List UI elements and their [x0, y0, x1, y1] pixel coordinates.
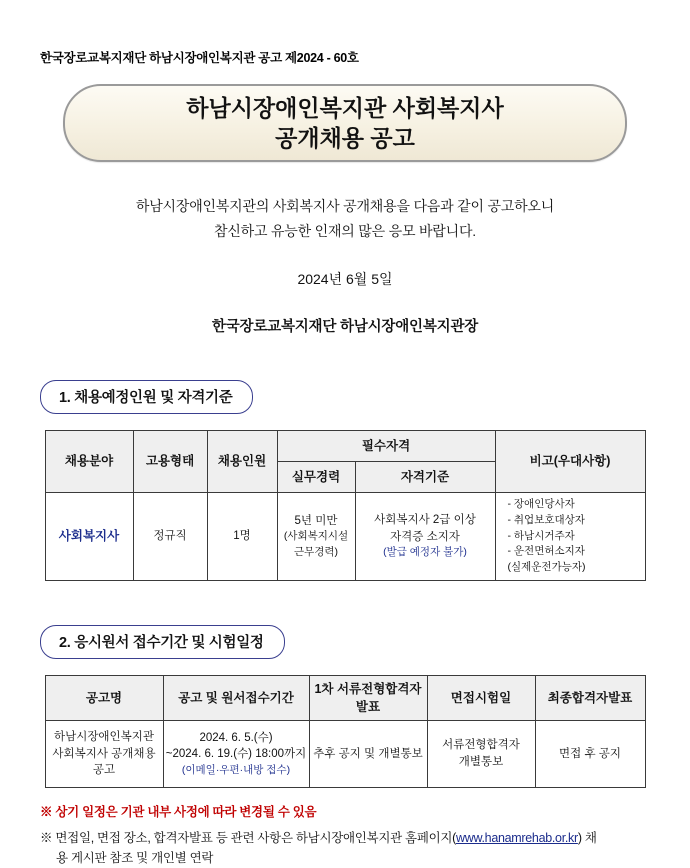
period-line-3: (이메일·우편·내방 접수) [181, 764, 291, 777]
notice-name-line-3: 공고 [92, 764, 116, 777]
cell-headcount: 1명 [207, 493, 277, 581]
issuer-name: 한국장로교복지재단 하남시장애인복지관장 [211, 319, 479, 335]
remark-item: - 하남시거주자 [507, 529, 575, 542]
note-text-1: 상기 일정은 기관 내부 사정에 따라 변경될 수 있음 [55, 805, 317, 819]
cell-first-result: 추후 공지 및 개별통보 [309, 721, 427, 788]
qualification-line-1: 사회복지사 2급 이상 [374, 514, 476, 527]
cell-qualification [355, 493, 495, 581]
cell-field: 사회복지사 [45, 493, 133, 581]
experience-line-3: 근무경력) [293, 545, 339, 558]
recruitment-table [45, 430, 646, 581]
remark-item: - 장애인당사자 [507, 498, 575, 510]
announcement-title-box [63, 84, 627, 162]
document-reference: 한국장로교복지재단 하남시장애인복지관 공고 제2024 - 60호 [40, 51, 359, 65]
period-line-1: 2024. 6. 5.(수) [199, 731, 273, 744]
header-employment-type: 고용형태 [133, 431, 207, 493]
homepage-link[interactable]: www.hanamrehab.or.kr [456, 831, 578, 845]
notice-name-line-1: 하남시장애인복지관 [54, 730, 154, 743]
header-required-group: 필수자격 [277, 431, 495, 462]
section-1-number: 1. [59, 390, 71, 406]
note-marker-2: ※ [40, 831, 53, 845]
experience-line-1: 5년 미만 [294, 514, 338, 527]
header-headcount: 채용인원 [207, 431, 277, 493]
qualification-line-2: 자격증 소지자 [390, 530, 460, 543]
header-qualification: 자격기준 [355, 462, 495, 493]
cell-experience [277, 493, 355, 581]
header-remarks: 비고(우대사항) [495, 431, 645, 493]
cell-employment-type: 정규직 [133, 493, 207, 581]
title-line-1: 하남시장애인복지관 사회복지사 [186, 94, 504, 121]
experience-line-2: (사회복지시설 [283, 530, 349, 543]
header-experience: 실무경력 [277, 462, 355, 493]
notice-name-line-2: 사회복지사 공개채용 [52, 747, 156, 760]
remark-item: - 운전면허소지자 [507, 545, 585, 558]
header-interview-date: 면접시험일 [427, 675, 535, 720]
section-1-heading [40, 380, 253, 414]
qualification-line-3: (발급 예정자 불가) [383, 546, 467, 559]
section-2-heading [40, 625, 285, 659]
section-1-label: 채용예정인원 및 자격기준 [74, 390, 233, 406]
header-notice-name: 공고명 [45, 675, 163, 720]
title-line-2: 공개채용 공고 [275, 125, 415, 151]
intro-line-1: 하남시장애인복지관의 사회복지사 공개채용을 다음과 같이 공고하오니 [135, 198, 555, 214]
note-marker-1: ※ [40, 805, 53, 819]
note-schedule-change [40, 802, 652, 822]
section-2 [40, 625, 650, 788]
header-first-result: 1차 서류전형합격자발표 [309, 675, 427, 720]
cell-period [163, 721, 309, 788]
header-period: 공고 및 원서접수기간 [163, 675, 309, 720]
cell-remarks [495, 493, 645, 581]
cell-interview-date [427, 721, 535, 788]
note-text-2-part-1: 면접일, 면접 장소, 합격자발표 등 관련 사항은 하남시장애인복지관 홈페이지( [55, 831, 457, 845]
intro-line-2: 참신하고 유능한 인재의 많은 응모 바랍니다. [214, 222, 476, 239]
table-row [45, 721, 645, 788]
announcement-date: 2024년 6월 5일 [297, 271, 393, 287]
table-header-row-1 [45, 431, 645, 462]
intro-paragraph [40, 194, 650, 243]
period-line-2: ~2024. 6. 19.(수) 18:00까지 [165, 748, 307, 761]
header-final-result: 최종합격자발표 [535, 675, 645, 720]
header-field: 채용분야 [45, 431, 133, 493]
section-1 [40, 380, 650, 581]
interview-line-1: 서류전형합격자 [442, 739, 520, 752]
schedule-table [45, 675, 646, 788]
cell-notice-name [45, 721, 163, 788]
schedule-header-row [45, 675, 645, 720]
section-2-number: 2. [59, 634, 71, 651]
note-text-2-part-2: ) 채 [577, 831, 597, 845]
table-row [45, 493, 645, 581]
interview-line-2: 개별통보 [458, 756, 504, 768]
note-text-2-line-2: 용 게시판 참조 및 개인별 연락 [56, 851, 214, 865]
notes-area [40, 802, 652, 868]
remark-item: (실제운전가능자) [507, 561, 586, 573]
section-2-label: 응시원서 접수기간 및 시험일정 [74, 634, 264, 651]
note-homepage [40, 828, 652, 868]
cell-final-result: 면접 후 공지 [535, 721, 645, 788]
remark-item: - 취업보호대상자 [507, 513, 585, 526]
